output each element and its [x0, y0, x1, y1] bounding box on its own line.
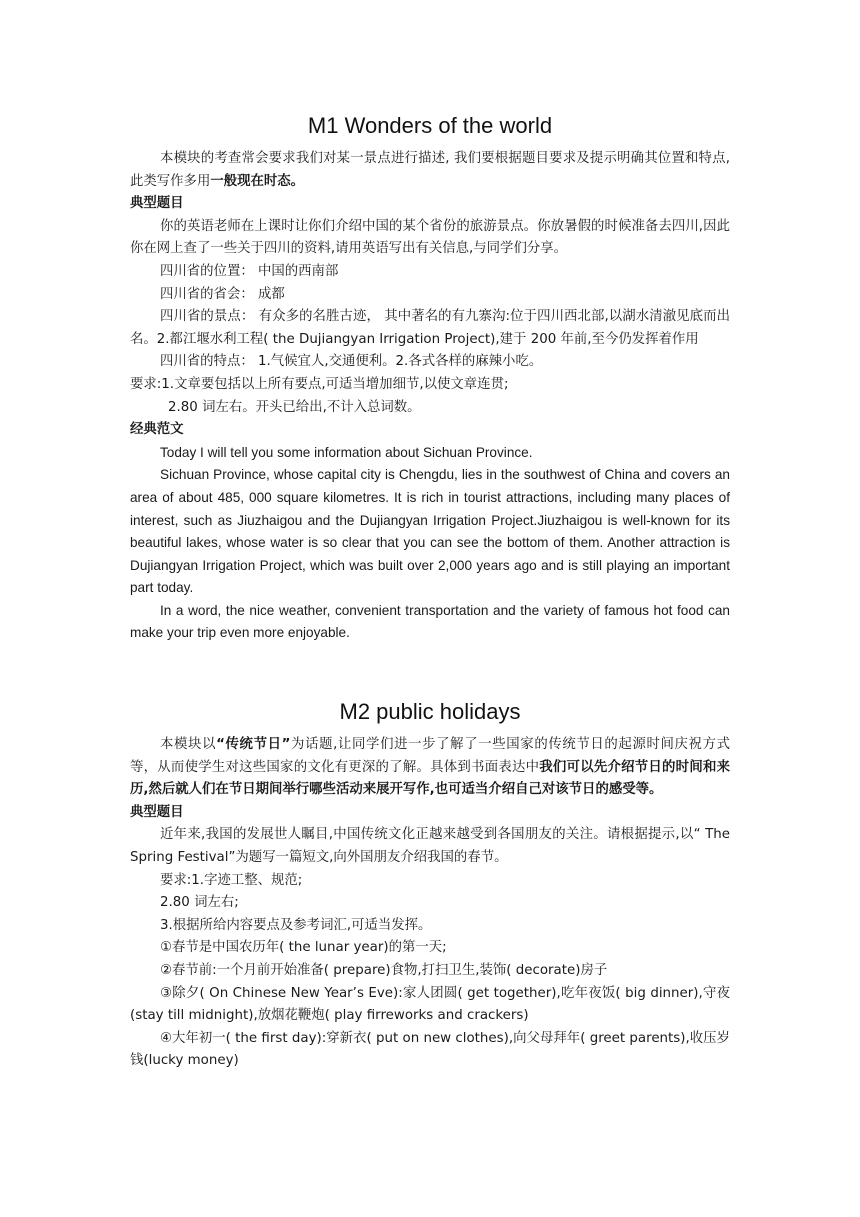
m2-prompt: 近年来,我国的发展世人瞩目,中国传统文化正越来越受到各国朋友的关注。请根据提示,以“ The Spring Festival”为题写一篇短文,向外国朋友介绍我国的春节。 — [130, 827, 730, 865]
m1-requirement-1: 要求:1.文章要包括以上所有要点,可适当增加细节,以使文章连贯; — [130, 376, 509, 392]
m1-sights: 四川省的景点： 有众多的名胜古迹， 其中著名的有九寨沟:位于四川西北部,以湖水清澈见底而出名。2.都江堰水利工程( the Dujiangyan Irrigation Project),建于 200 年前,至今仍发挥着作用 — [130, 309, 730, 347]
m2-intro-bold-topic: “传统节日” — [216, 737, 291, 752]
m1-content — [130, 148, 730, 645]
m1-intro — [130, 148, 730, 193]
m1-essay-paragraph-3: In a word, the nice weather, convenient transportation and the variety of famous hot food can make your trip even more enjoyable. — [130, 602, 730, 641]
m2-point-2: ②春节前:一个月前开始准备( prepare)食物,打扫卫生,装饰( decorate)房子 — [160, 962, 608, 978]
m2-requirement-3: 3.根据所给内容要点及参考词汇,可适当发挥。 — [160, 917, 432, 933]
m2-intro-text-a: 本模块以 — [160, 737, 217, 752]
m2-intro — [130, 734, 730, 802]
m1-requirement-2: 2.80 词左右。开头已给出,不计入总词数。 — [168, 399, 421, 415]
m1-intro-bold: 一般现在时态。 — [210, 173, 305, 189]
m1-essay-paragraph-2: Sichuan Province, whose capital city is Chengdu, lies in the southwest of China and covers an area of about 485, 000 square kilometres. It is rich in tourist attractions, including many places of interest, such as Jiuzhaigou and the Dujiangyan Irrigation Project.Jiuzhaigou is well-known for its beautiful lakes, whose water is so clear that you can see the bottom of them. Another attraction is Dujiangyan Irrigation Project, which was built over 2,000 years ago and is still playing an important part today. — [130, 467, 730, 596]
m2-requirement-2: 2.80 词左右; — [160, 895, 239, 911]
m1-features: 四川省的特点： 1.气候宜人,交通便利。2.各式各样的麻辣小吃。 — [160, 354, 543, 370]
m1-intro-text: 本模块的考查常会要求我们对某一景点进行描述, 我们要根据题目要求及提示明确其位置和特点,此类写作多用 — [130, 151, 730, 189]
m1-model-heading: 经典范文 — [130, 422, 184, 438]
m2-intro-bold-method: 我们可以先介绍节日的时间和来历,然后就人们在节日期间举行哪些活动来展开写作,也可适当介绍自己对该节日的感受等。 — [130, 759, 731, 798]
m1-location: 四川省的位置： 中国的西南部 — [160, 263, 339, 279]
m2-point-4: ④大年初一( the first day):穿新衣( put on new clothes),向父母拜年( greet parents),收压岁钱(lucky money) — [130, 1030, 730, 1069]
m2-title: M2 public holidays — [339, 699, 521, 724]
m1-essay-paragraph-1: Today I will tell you some information about Sichuan Province. — [160, 444, 533, 460]
m1-prompt: 你的英语老师在上课时让你们介绍中国的某个省份的旅游景点。你放暑假的时候准备去四川,因此你在网上查了一些关于四川的资料,请用英语写出有关信息,与同学们分享。 — [130, 218, 730, 257]
m1-capital: 四川省的省会： 成都 — [160, 286, 285, 302]
m2-typical-heading: 典型题目 — [130, 804, 184, 820]
m2-intro-text-b: 为话题,让同学们进一步了解了一些国家的传统节日的起源时间庆祝方式等，从而使学生对这些国家的文化有更深的了解。具体到书面表达中 — [130, 737, 730, 775]
m2-requirement-1: 要求:1.字迹工整、规范; — [160, 872, 303, 888]
m2-content — [130, 734, 730, 1073]
m2-point-1: ①春节是中国农历年( the lunar year)的第一天; — [160, 940, 447, 956]
m2-point-3: ③除夕( On Chinese New Year’s Eve):家人团圆( get together),吃年夜饭( big dinner),守夜(stay till midnight),放烟花鞭炮( play firreworks and crackers) — [130, 985, 730, 1024]
m1-typical-heading: 典型题目 — [130, 196, 184, 212]
m1-title: M1 Wonders of the world — [307, 113, 553, 138]
